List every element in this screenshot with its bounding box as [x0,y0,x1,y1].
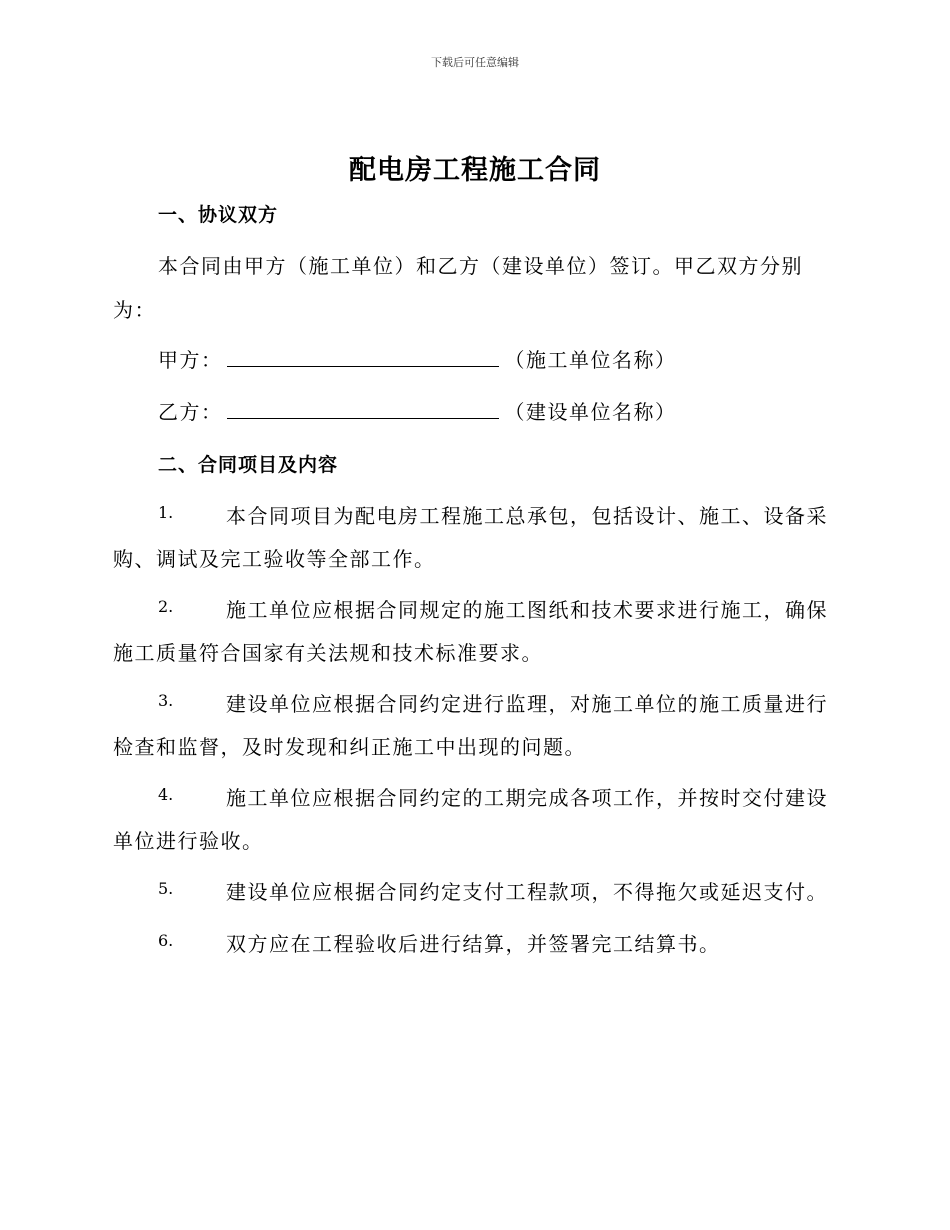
item-number: 6. [158,931,174,950]
party-a-note: （施工单位名称） [504,348,677,372]
item-number: 2. [158,597,174,616]
party-b-label: 乙方： [158,400,223,424]
item-5-line-1: 建设单位应根据合同约定支付工程款项，不得拖欠或延迟支付。 [226,880,828,904]
item-1-line-1: 本合同项目为配电房工程施工总承包，包括设计、施工、设备采 [226,504,828,528]
item-3-line-2: 检查和监督，及时发现和纠正施工中出现的问题。 [113,735,586,759]
party-b-note: （建设单位名称） [504,400,677,424]
party-a-blank[interactable] [227,348,499,367]
party-b-blank[interactable] [227,400,499,419]
item-number: 1. [158,503,174,522]
item-6-line-1: 双方应在工程验收后进行结算，并签署完工结算书。 [226,932,721,956]
item-number: 3. [158,691,174,710]
section-1-intro-line-2: 为： [113,298,156,322]
section-1-heading: 一、协议双方 [158,204,279,226]
header-note: 下载后可任意编辑 [431,56,519,69]
section-2-heading: 二、合同项目及内容 [158,454,339,476]
party-b-line [158,396,677,425]
item-number: 5. [158,879,174,898]
item-4-line-2: 单位进行验收。 [113,829,264,853]
item-3-line-1: 建设单位应根据合同约定进行监理，对施工单位的施工质量进行 [226,692,828,716]
item-1-line-2: 购、调试及完工验收等全部工作。 [113,547,436,571]
item-2-line-2: 施工质量符合国家有关法规和技术标准要求。 [113,641,543,665]
section-1-intro-line-1: 本合同由甲方（施工单位）和乙方（建设单位）签订。甲乙双方分别 [158,254,803,278]
item-number: 4. [158,785,174,804]
item-2-line-1: 施工单位应根据合同规定的施工图纸和技术要求进行施工，确保 [226,598,828,622]
document-title: 配电房工程施工合同 [349,155,601,186]
item-4-line-1: 施工单位应根据合同约定的工期完成各项工作，并按时交付建设 [226,786,828,810]
party-a-label: 甲方： [158,348,223,372]
party-a-line [158,344,677,373]
